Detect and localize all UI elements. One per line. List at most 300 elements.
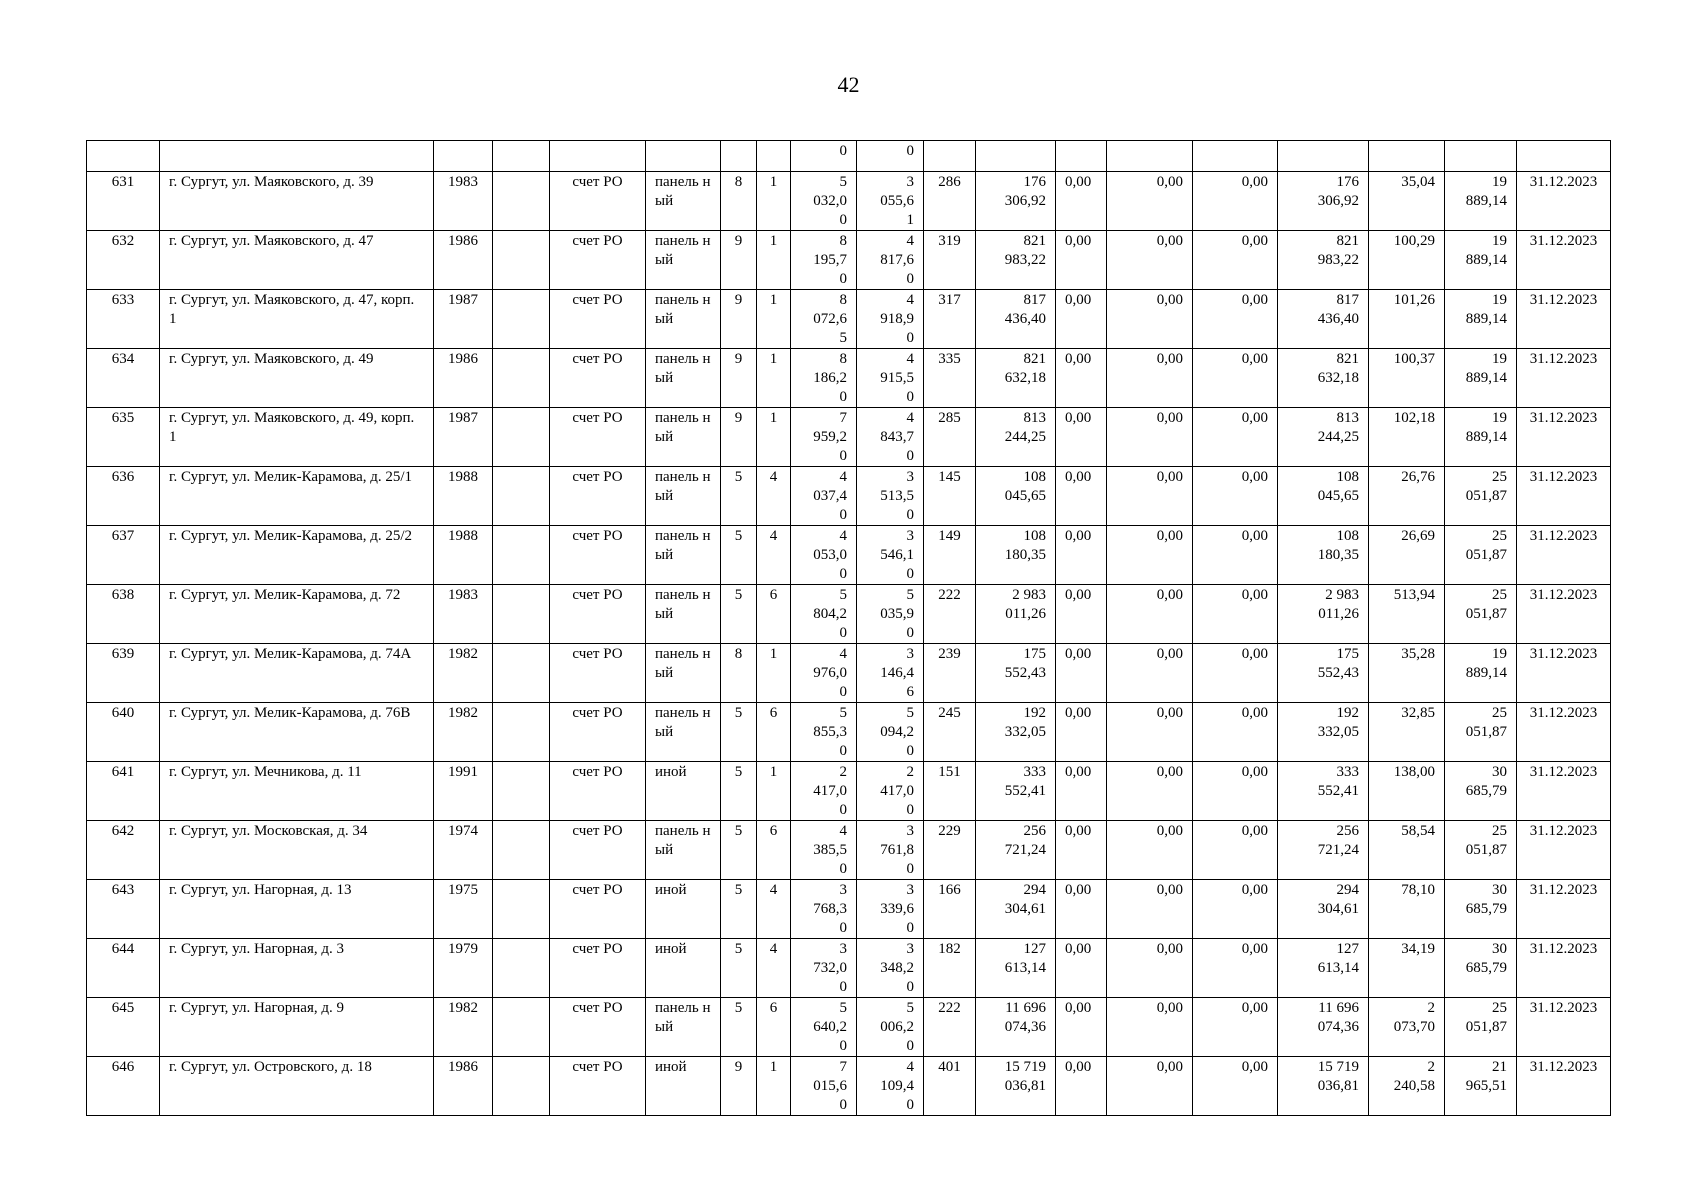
cell-deadline: 31.12.2023: [1517, 585, 1611, 644]
cell-cost-d: 176 306,92: [1278, 172, 1369, 231]
cell-address: г. Сургут, ул. Маяковского, д. 47, корп. 1: [160, 290, 434, 349]
cell-wall-material: иной: [646, 939, 721, 998]
cell-area-total: 7 959,2 0: [791, 408, 857, 467]
cell-wall-material: панель ный: [646, 585, 721, 644]
cell-cost-c: 0,00: [1193, 821, 1278, 880]
cell-max-cost: 19 889,14: [1445, 172, 1517, 231]
cell-cost-c: 0,00: [1193, 467, 1278, 526]
cell-col4: [493, 172, 550, 231]
cell-cost-d: 333 552,41: [1278, 762, 1369, 821]
cell-residents: 151: [924, 762, 976, 821]
cell-area-living: 5 006,2 0: [857, 998, 924, 1057]
cell-cost-total: 813 244,25: [976, 408, 1056, 467]
cell-col4: [493, 762, 550, 821]
cell-row-number: 639: [87, 644, 160, 703]
cell-deadline: 31.12.2023: [1517, 703, 1611, 762]
cell-row-number: 645: [87, 998, 160, 1057]
cell-cost-a: 0,00: [1056, 231, 1107, 290]
cell-cost-b: 0,00: [1107, 349, 1193, 408]
cell-area-living: 5 094,2 0: [857, 703, 924, 762]
cell-area-living: 3 546,1 0: [857, 526, 924, 585]
cell-cost-d: 108 180,35: [1278, 526, 1369, 585]
cell-cost-d: 821 983,22: [1278, 231, 1369, 290]
cell-address: г. Сургут, ул. Нагорная, д. 13: [160, 880, 434, 939]
cell-year: 1991: [434, 762, 493, 821]
cell-cost-c: 0,00: [1193, 703, 1278, 762]
cell-area-living: 3 761,8 0: [857, 821, 924, 880]
cell-cost-b: 0,00: [1107, 762, 1193, 821]
table-row: [87, 231, 1611, 290]
cell-wall-material: панель ный: [646, 703, 721, 762]
cell-cost-b: 0,00: [1107, 880, 1193, 939]
cell-empty: [434, 141, 493, 172]
cell-floors: 5: [721, 998, 757, 1057]
cell-fund: счет РО: [550, 1057, 646, 1116]
cell-cost-d: 175 552,43: [1278, 644, 1369, 703]
cell-col4: [493, 880, 550, 939]
cell-empty: [87, 141, 160, 172]
cell-cost-d: 256 721,24: [1278, 821, 1369, 880]
cell-area-living: 3 146,4 6: [857, 644, 924, 703]
cell-wall-material: панель ный: [646, 231, 721, 290]
cell-cost-b: 0,00: [1107, 408, 1193, 467]
cell-entrances: 4: [757, 880, 791, 939]
cell-floors: 5: [721, 526, 757, 585]
continuation-row: [87, 141, 1611, 172]
cell-entrances: 1: [757, 644, 791, 703]
cell-deadline: 31.12.2023: [1517, 644, 1611, 703]
cell-empty: [757, 141, 791, 172]
cell-wall-material: панель ный: [646, 998, 721, 1057]
cell-unit-cost: 138,00: [1369, 762, 1445, 821]
cell-entrances: 1: [757, 408, 791, 467]
cell-fund: счет РО: [550, 703, 646, 762]
cell-area-living: 4 843,7 0: [857, 408, 924, 467]
cell-col4: [493, 526, 550, 585]
cell-address: г. Сургут, ул. Нагорная, д. 9: [160, 998, 434, 1057]
cell-max-cost: 19 889,14: [1445, 408, 1517, 467]
table-row: [87, 585, 1611, 644]
cell-max-cost: 19 889,14: [1445, 231, 1517, 290]
cell-residents: 149: [924, 526, 976, 585]
cell-year: 1987: [434, 290, 493, 349]
cell-col4: [493, 290, 550, 349]
cell-row-number: 638: [87, 585, 160, 644]
cell-col4: [493, 349, 550, 408]
cell-cost-c: 0,00: [1193, 1057, 1278, 1116]
table-row: [87, 703, 1611, 762]
cell-year: 1986: [434, 349, 493, 408]
cell-cost-d: 821 632,18: [1278, 349, 1369, 408]
cell-area-living: 5 035,9 0: [857, 585, 924, 644]
cell-row-number: 631: [87, 172, 160, 231]
cell-area-total: 4 053,0 0: [791, 526, 857, 585]
cell-empty: [160, 141, 434, 172]
cell-deadline: 31.12.2023: [1517, 526, 1611, 585]
cell-cost-total: 108 180,35: [976, 526, 1056, 585]
page-number: 42: [837, 72, 860, 97]
cell-floors: 8: [721, 172, 757, 231]
cell-max-cost: 25 051,87: [1445, 585, 1517, 644]
table-row: [87, 526, 1611, 585]
cell-cost-c: 0,00: [1193, 408, 1278, 467]
cell-cost-total: 192 332,05: [976, 703, 1056, 762]
cell-cost-c: 0,00: [1193, 349, 1278, 408]
cell-address: г. Сургут, ул. Маяковского, д. 49: [160, 349, 434, 408]
cell-year: 1986: [434, 231, 493, 290]
cell-row-number: 641: [87, 762, 160, 821]
cell-wall-material: панель ный: [646, 526, 721, 585]
cell-unit-cost: 35,04: [1369, 172, 1445, 231]
cell-row-number: 640: [87, 703, 160, 762]
cell-year: 1975: [434, 880, 493, 939]
cell-cost-b: 0,00: [1107, 998, 1193, 1057]
cell-area-total: 5 640,2 0: [791, 998, 857, 1057]
cell-empty: [1193, 141, 1278, 172]
cell-cost-c: 0,00: [1193, 939, 1278, 998]
cell-cost-b: 0,00: [1107, 939, 1193, 998]
cell-cost-c: 0,00: [1193, 290, 1278, 349]
cell-address: г. Сургут, ул. Мелик-Карамова, д. 76В: [160, 703, 434, 762]
cell-unit-cost: 100,37: [1369, 349, 1445, 408]
cell-floors: 5: [721, 467, 757, 526]
cell-wall-material: панель ный: [646, 821, 721, 880]
cell-max-cost: 30 685,79: [1445, 939, 1517, 998]
cell-cost-a: 0,00: [1056, 585, 1107, 644]
cell-col4: [493, 231, 550, 290]
cell-unit-cost: 58,54: [1369, 821, 1445, 880]
cell-col4: [493, 939, 550, 998]
cell-floors: 5: [721, 762, 757, 821]
cell-cost-b: 0,00: [1107, 821, 1193, 880]
cell-cost-a: 0,00: [1056, 290, 1107, 349]
cell-area-living: 3 055,6 1: [857, 172, 924, 231]
cell-area-total: 4 037,4 0: [791, 467, 857, 526]
cell-deadline: 31.12.2023: [1517, 408, 1611, 467]
cell-cost-a: 0,00: [1056, 349, 1107, 408]
cell-residents: 286: [924, 172, 976, 231]
cell-row-number: 637: [87, 526, 160, 585]
cell-fund: счет РО: [550, 939, 646, 998]
cell-cost-a: 0,00: [1056, 998, 1107, 1057]
cell-area-living: 4 817,6 0: [857, 231, 924, 290]
cell-year: 1987: [434, 408, 493, 467]
cell-cost-total: 108 045,65: [976, 467, 1056, 526]
cell-floors: 9: [721, 1057, 757, 1116]
cell-entrances: 1: [757, 290, 791, 349]
cell-cost-c: 0,00: [1193, 880, 1278, 939]
table-row: [87, 290, 1611, 349]
cell-address: г. Сургут, ул. Маяковского, д. 47: [160, 231, 434, 290]
cell-cost-c: 0,00: [1193, 585, 1278, 644]
cell-cost-b: 0,00: [1107, 703, 1193, 762]
cell-wall-material: панель ный: [646, 644, 721, 703]
cell-entrances: 6: [757, 703, 791, 762]
cell-area-total: 4 385,5 0: [791, 821, 857, 880]
cell-address: г. Сургут, ул. Мелик-Карамова, д. 72: [160, 585, 434, 644]
cell-wall-material: иной: [646, 762, 721, 821]
cell-max-cost: 30 685,79: [1445, 880, 1517, 939]
cell-wall-material: панель ный: [646, 408, 721, 467]
cell-residents: 222: [924, 585, 976, 644]
cell-fund: счет РО: [550, 349, 646, 408]
cell-area-living-tail: 0: [857, 141, 924, 172]
cell-cost-total: 176 306,92: [976, 172, 1056, 231]
cell-year: 1982: [434, 703, 493, 762]
cell-row-number: 646: [87, 1057, 160, 1116]
cell-floors: 9: [721, 408, 757, 467]
cell-area-total: 8 072,6 5: [791, 290, 857, 349]
cell-deadline: 31.12.2023: [1517, 290, 1611, 349]
cell-deadline: 31.12.2023: [1517, 880, 1611, 939]
cell-cost-a: 0,00: [1056, 703, 1107, 762]
cell-empty: [646, 141, 721, 172]
cell-floors: 9: [721, 349, 757, 408]
cell-year: 1988: [434, 467, 493, 526]
cell-cost-total: 256 721,24: [976, 821, 1056, 880]
cell-cost-b: 0,00: [1107, 644, 1193, 703]
table-row: [87, 408, 1611, 467]
cell-empty: [924, 141, 976, 172]
cell-year: 1982: [434, 644, 493, 703]
cell-year: 1979: [434, 939, 493, 998]
cell-area-total-tail: 0: [791, 141, 857, 172]
cell-entrances: 4: [757, 526, 791, 585]
cell-residents: 239: [924, 644, 976, 703]
cell-empty: [1278, 141, 1369, 172]
cell-wall-material: панель ный: [646, 349, 721, 408]
cell-cost-a: 0,00: [1056, 408, 1107, 467]
cell-fund: счет РО: [550, 231, 646, 290]
cell-cost-a: 0,00: [1056, 644, 1107, 703]
cell-deadline: 31.12.2023: [1517, 349, 1611, 408]
cell-row-number: 633: [87, 290, 160, 349]
cell-entrances: 6: [757, 821, 791, 880]
cell-wall-material: иной: [646, 880, 721, 939]
cell-cost-d: 817 436,40: [1278, 290, 1369, 349]
cell-cost-total: 127 613,14: [976, 939, 1056, 998]
cell-empty: [1107, 141, 1193, 172]
cell-year: 1982: [434, 998, 493, 1057]
cell-max-cost: 19 889,14: [1445, 349, 1517, 408]
cell-cost-total: 2 983 011,26: [976, 585, 1056, 644]
cell-area-living: 4 915,5 0: [857, 349, 924, 408]
cell-entrances: 4: [757, 939, 791, 998]
cell-deadline: 31.12.2023: [1517, 467, 1611, 526]
cell-row-number: 634: [87, 349, 160, 408]
cell-empty: [1517, 141, 1611, 172]
cell-unit-cost: 100,29: [1369, 231, 1445, 290]
cell-area-total: 3 768,3 0: [791, 880, 857, 939]
cell-area-total: 5 032,0 0: [791, 172, 857, 231]
cell-cost-total: 821 632,18: [976, 349, 1056, 408]
cell-cost-c: 0,00: [1193, 998, 1278, 1057]
cell-unit-cost: 32,85: [1369, 703, 1445, 762]
cell-row-number: 636: [87, 467, 160, 526]
cell-address: г. Сургут, ул. Мелик-Карамова, д. 74А: [160, 644, 434, 703]
cell-cost-d: 108 045,65: [1278, 467, 1369, 526]
cell-cost-total: 333 552,41: [976, 762, 1056, 821]
cell-cost-c: 0,00: [1193, 644, 1278, 703]
cell-col4: [493, 585, 550, 644]
cell-entrances: 6: [757, 998, 791, 1057]
cell-wall-material: панель ный: [646, 290, 721, 349]
cell-cost-a: 0,00: [1056, 172, 1107, 231]
cell-cost-b: 0,00: [1107, 290, 1193, 349]
cell-area-total: 7 015,6 0: [791, 1057, 857, 1116]
cell-unit-cost: 101,26: [1369, 290, 1445, 349]
cell-entrances: 1: [757, 172, 791, 231]
cell-cost-b: 0,00: [1107, 172, 1193, 231]
table-row: [87, 1057, 1611, 1116]
cell-deadline: 31.12.2023: [1517, 1057, 1611, 1116]
cell-address: г. Сургут, ул. Мелик-Карамова, д. 25/2: [160, 526, 434, 585]
cell-entrances: 1: [757, 762, 791, 821]
cell-cost-b: 0,00: [1107, 1057, 1193, 1116]
cell-empty: [721, 141, 757, 172]
cell-address: г. Сургут, ул. Московская, д. 34: [160, 821, 434, 880]
table-row: [87, 939, 1611, 998]
cell-area-total: 2 417,0 0: [791, 762, 857, 821]
cell-row-number: 643: [87, 880, 160, 939]
cell-unit-cost: 2 073,70: [1369, 998, 1445, 1057]
cell-max-cost: 25 051,87: [1445, 998, 1517, 1057]
cell-row-number: 632: [87, 231, 160, 290]
table-body: [87, 141, 1611, 1116]
registry-table: [86, 140, 1611, 1116]
cell-cost-d: 813 244,25: [1278, 408, 1369, 467]
cell-residents: 229: [924, 821, 976, 880]
cell-residents: 245: [924, 703, 976, 762]
cell-deadline: 31.12.2023: [1517, 821, 1611, 880]
cell-empty: [976, 141, 1056, 172]
cell-floors: 8: [721, 644, 757, 703]
cell-year: 1986: [434, 1057, 493, 1116]
cell-cost-a: 0,00: [1056, 939, 1107, 998]
cell-address: г. Сургут, ул. Мечникова, д. 11: [160, 762, 434, 821]
cell-deadline: 31.12.2023: [1517, 231, 1611, 290]
cell-cost-d: 294 304,61: [1278, 880, 1369, 939]
cell-address: г. Сургут, ул. Нагорная, д. 3: [160, 939, 434, 998]
table-row: [87, 998, 1611, 1057]
cell-max-cost: 25 051,87: [1445, 526, 1517, 585]
cell-wall-material: панель ный: [646, 172, 721, 231]
cell-deadline: 31.12.2023: [1517, 762, 1611, 821]
cell-residents: 285: [924, 408, 976, 467]
cell-max-cost: 19 889,14: [1445, 290, 1517, 349]
cell-floors: 5: [721, 585, 757, 644]
cell-max-cost: 19 889,14: [1445, 644, 1517, 703]
cell-cost-d: 15 719 036,81: [1278, 1057, 1369, 1116]
table-row: [87, 821, 1611, 880]
cell-cost-d: 192 332,05: [1278, 703, 1369, 762]
cell-residents: 222: [924, 998, 976, 1057]
table-row: [87, 172, 1611, 231]
cell-area-total: 5 855,3 0: [791, 703, 857, 762]
cell-cost-a: 0,00: [1056, 821, 1107, 880]
cell-empty: [1369, 141, 1445, 172]
cell-area-living: 4 918,9 0: [857, 290, 924, 349]
cell-col4: [493, 998, 550, 1057]
cell-unit-cost: 102,18: [1369, 408, 1445, 467]
cell-max-cost: 21 965,51: [1445, 1057, 1517, 1116]
cell-area-living: 3 339,6 0: [857, 880, 924, 939]
cell-fund: счет РО: [550, 467, 646, 526]
cell-cost-a: 0,00: [1056, 762, 1107, 821]
cell-cost-d: 11 696 074,36: [1278, 998, 1369, 1057]
table-row: [87, 880, 1611, 939]
cell-cost-a: 0,00: [1056, 467, 1107, 526]
cell-cost-total: 175 552,43: [976, 644, 1056, 703]
cell-cost-a: 0,00: [1056, 526, 1107, 585]
cell-max-cost: 25 051,87: [1445, 467, 1517, 526]
cell-empty: [1445, 141, 1517, 172]
cell-residents: 166: [924, 880, 976, 939]
cell-area-total: 8 186,2 0: [791, 349, 857, 408]
cell-entrances: 1: [757, 349, 791, 408]
cell-unit-cost: 34,19: [1369, 939, 1445, 998]
cell-max-cost: 25 051,87: [1445, 703, 1517, 762]
cell-area-total: 5 804,2 0: [791, 585, 857, 644]
cell-fund: счет РО: [550, 526, 646, 585]
cell-cost-b: 0,00: [1107, 585, 1193, 644]
cell-col4: [493, 821, 550, 880]
cell-cost-c: 0,00: [1193, 172, 1278, 231]
cell-year: 1988: [434, 526, 493, 585]
cell-year: 1983: [434, 585, 493, 644]
cell-fund: счет РО: [550, 408, 646, 467]
table-row: [87, 762, 1611, 821]
cell-deadline: 31.12.2023: [1517, 939, 1611, 998]
cell-area-total: 3 732,0 0: [791, 939, 857, 998]
cell-deadline: 31.12.2023: [1517, 998, 1611, 1057]
cell-fund: счет РО: [550, 585, 646, 644]
cell-residents: 182: [924, 939, 976, 998]
cell-cost-b: 0,00: [1107, 526, 1193, 585]
cell-cost-total: 294 304,61: [976, 880, 1056, 939]
cell-max-cost: 25 051,87: [1445, 821, 1517, 880]
cell-unit-cost: 78,10: [1369, 880, 1445, 939]
cell-fund: счет РО: [550, 644, 646, 703]
cell-floors: 9: [721, 231, 757, 290]
cell-row-number: 635: [87, 408, 160, 467]
cell-floors: 5: [721, 703, 757, 762]
cell-fund: счет РО: [550, 821, 646, 880]
cell-floors: 9: [721, 290, 757, 349]
cell-empty: [550, 141, 646, 172]
cell-cost-c: 0,00: [1193, 231, 1278, 290]
cell-fund: счет РО: [550, 998, 646, 1057]
cell-fund: счет РО: [550, 880, 646, 939]
table-row: [87, 467, 1611, 526]
cell-empty: [1056, 141, 1107, 172]
cell-cost-b: 0,00: [1107, 231, 1193, 290]
cell-area-total: 4 976,0 0: [791, 644, 857, 703]
cell-cost-d: 2 983 011,26: [1278, 585, 1369, 644]
cell-area-total: 8 195,7 0: [791, 231, 857, 290]
cell-floors: 5: [721, 821, 757, 880]
cell-unit-cost: 26,76: [1369, 467, 1445, 526]
cell-unit-cost: 35,28: [1369, 644, 1445, 703]
cell-area-living: 2 417,0 0: [857, 762, 924, 821]
table-row: [87, 349, 1611, 408]
cell-floors: 5: [721, 939, 757, 998]
cell-year: 1983: [434, 172, 493, 231]
cell-residents: 401: [924, 1057, 976, 1116]
cell-cost-total: 817 436,40: [976, 290, 1056, 349]
cell-area-living: 3 348,2 0: [857, 939, 924, 998]
cell-area-living: 4 109,4 0: [857, 1057, 924, 1116]
